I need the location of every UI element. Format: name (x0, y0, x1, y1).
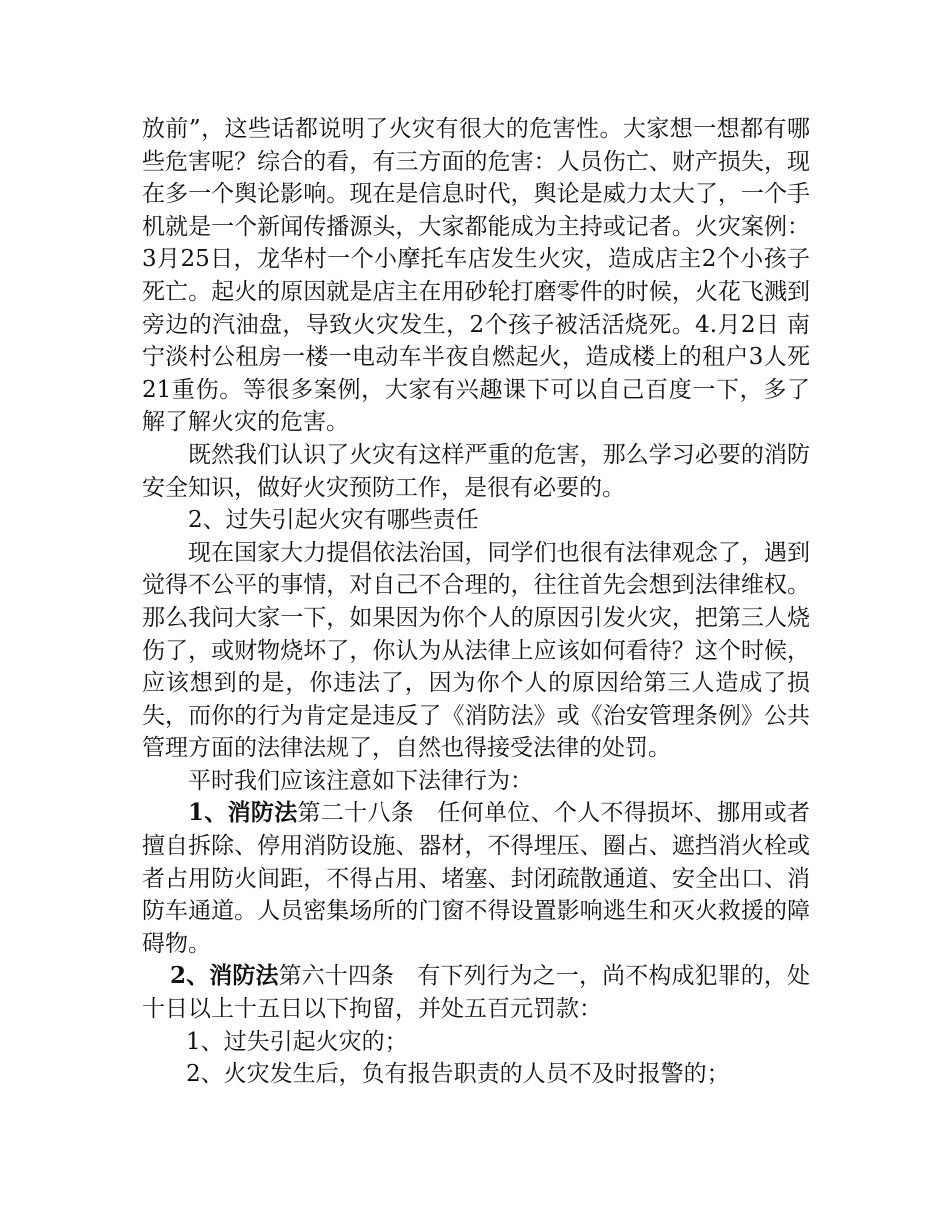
paragraph-legal-behaviors-intro: 平时我们应该注意如下法律行为： (188, 767, 533, 794)
law-article-28-text: 第二十八条 任何单位、个人不得损坏、挪用或者擅自拆除、停用消防设施、器材，不得埋压、圈占、遮挡消火栓或者占用防火间距，不得占用、堵塞、封闭疏散通道、安全出口、消防车通道。人员密集场所的门窗不得设置影响逃生和灭火救援的障碍物。 (142, 800, 810, 957)
law-article-64-label: 2、消防法 (170, 962, 279, 990)
law-article-64 (142, 960, 810, 1025)
document-body (142, 113, 810, 1091)
paragraph-legal-awareness: 现在国家大力提倡依法治国，同学们也很有法律观念了，遇到觉得不公平的事情，对自己不合理的，往往首先会想到法律维权。那么我问大家一下，如果因为你个人的原因引发火灾，把第三人烧伤了，或财物烧坏了，你认为从法律上应该如何看待？这个时候，应该想到的是，你违法了，因为你个人的原因给第三人造成了损失，而你的行为肯定是违反了《消防法》或《治安管理条例》公共管理方面的法律法规了，自然也得接受法律的处罚。 (142, 539, 810, 762)
list-item: 1、过失引起火灾的； (186, 1028, 408, 1055)
list-item: 2、火灾发生后，负有报告职责的人员不及时报警的； (186, 1061, 730, 1088)
paragraph-fire-hazards: 放前”，这些话都说明了火灾有很大的危害性。大家想一想都有哪些危害呢？综合的看，有三方面的危害：人员伤亡、财产损失，现在多一个舆论影响。现在是信息时代，舆论是威力太大了，一个手机就是一个新闻传播源头，大家都能成为主持或记者。火灾案例：3月25日，龙华村一个小摩托车店发生火灾，造成店主2个小孩子死亡。起火的原因就是店主在用砂轮打磨零件的时候，火花飞溅到旁边的汽油盘，导致火灾发生，2个孩子被活活烧死。4.月2日 南宁淡村公租房一楼一电动车半夜自燃起火，造成楼上的租户3人死21重伤。等很多案例，大家有兴趣课下可以自己百度一下，多了解了解火灾的危害。 (142, 116, 810, 436)
paragraph-prevention-necessity: 既然我们认识了火灾有这样严重的危害，那么学习必要的消防安全知识，做好火灾预防工作，是很有必要的。 (142, 441, 810, 501)
law-article-28 (142, 797, 810, 960)
section-heading-liability: 2、过失引起火灾有哪些责任 (188, 507, 479, 534)
law-article-28-label: 1、消防法 (188, 799, 298, 827)
law-article-64-text: 第六十四条 有下列行为之一，尚不构成犯罪的，处十日以上十五日以下拘留，并处五百元罚款： (142, 963, 810, 1023)
